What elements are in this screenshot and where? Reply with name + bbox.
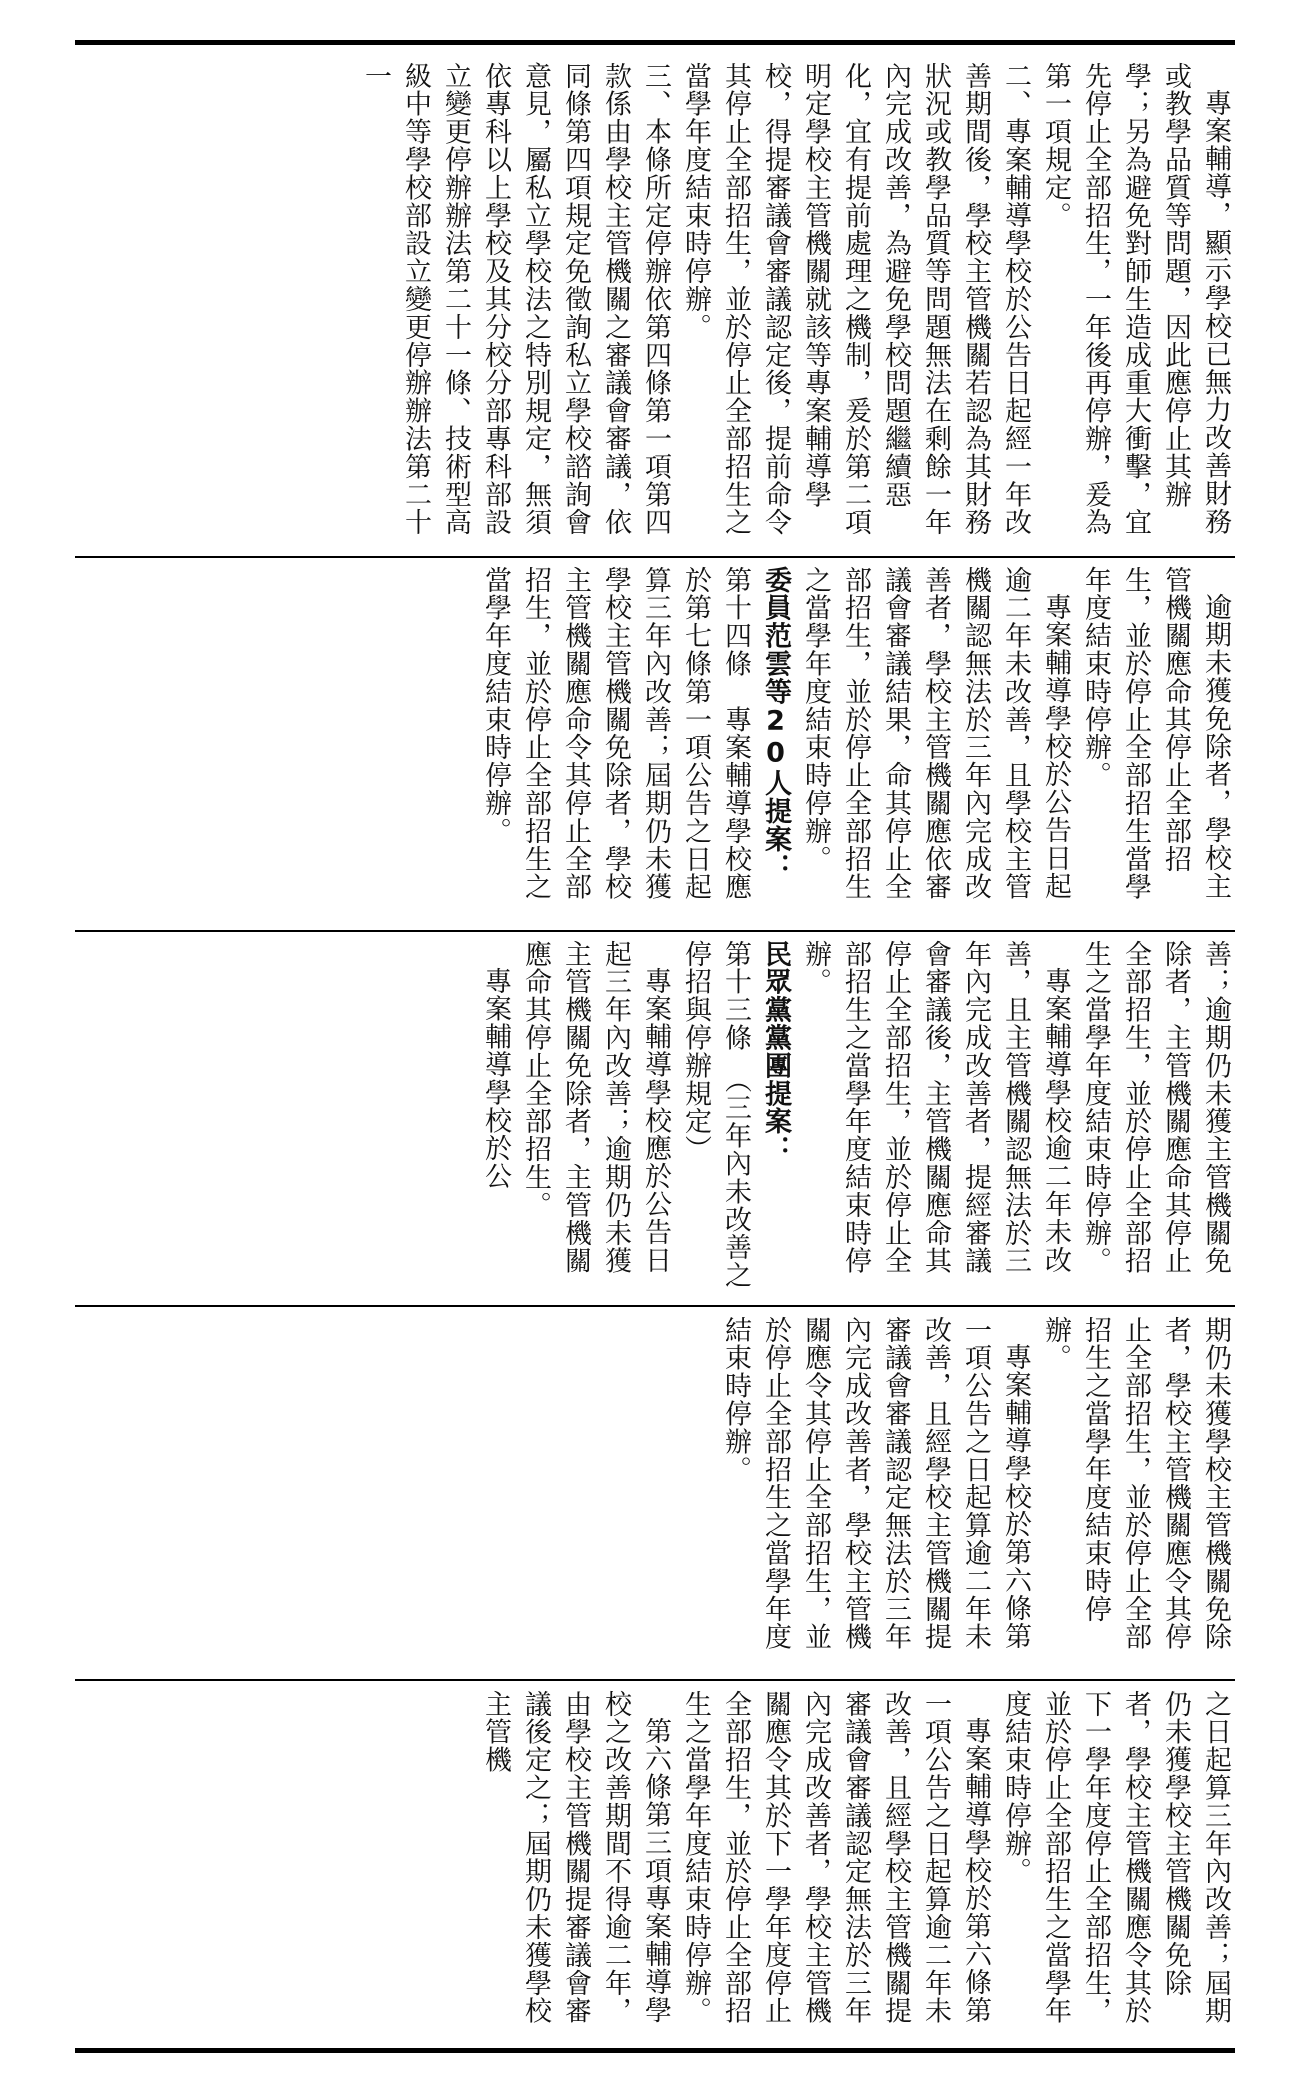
column-1-text — [355, 62, 1235, 546]
paragraph: 期仍未獲學校主管機關免除者，學校主管機關應令其停止全部招生，並於停止全部招生之當學年度結束時停辦。 — [1040, 1316, 1231, 1651]
text-column-2 — [75, 566, 1235, 922]
column-divider-4 — [75, 1679, 1235, 1681]
text-column-1 — [75, 62, 1235, 546]
paragraph: 專案輔導學校於公告日起逾二年未改善，且學校主管機關認無法於三年內完成改善者，學校主管機關應依審議會審議結果，命其停止全部招生，並於停止全部招生之當學年度結束時停辦。 — [800, 566, 1071, 901]
text-column-3 — [75, 940, 1235, 1296]
paragraph: 專案輔導學校於第六條第一項公告之日起算逾二年未改善，且經學校主管機關提審議會審議認定無法於三年內完成改善者，學校主管機關應令其於下一學年度停止全部招生，並於停止全部招生之當學年度結束時停辦。 — [680, 1690, 991, 2025]
text-column-4 — [75, 1316, 1235, 1672]
column-divider-3 — [75, 1305, 1235, 1307]
paragraph: 三、本條所定停辦依第四條第一項第四款係由學校主管機關之審議會審議，依同條第四項規定免徵詢私立學校諮詢會意見，屬私立學校法之特別規定，無須依專科以上學校及其分校分部專科部設立變更停辦辦法第二十一條、技術型高級中等學校部設立變更停辦辦法第二十一 — [360, 62, 671, 537]
top-rule — [75, 40, 1235, 45]
text-column-5 — [75, 1690, 1235, 2040]
column-divider-1 — [75, 556, 1235, 558]
column-4-text — [715, 1316, 1235, 1672]
column-5-text — [475, 1690, 1235, 2040]
bottom-rule — [75, 2048, 1235, 2053]
proposal-heading: 委員范雲等20人提案： — [760, 566, 791, 881]
paragraph: 二、專案輔導學校於公告日起經一年改善期間後，學校主管機關若認為其財務狀況或教學品質等問題無法在剩餘一年內完成改善，為避免學校問題繼續惡化，宜有提前處理之機制，爰於第二項明定學校主管機關就該等專案輔導學校，得提審議會審議認定後，提前命令其停止全部招生，並於停止全部招生之當學年度結束時停辦。 — [680, 62, 1031, 537]
column-divider-2 — [75, 930, 1235, 932]
proposal-heading: 民眾黨黨團提案： — [760, 940, 791, 1164]
paragraph: 逾期未獲免除者，學校主管機關應命其停止全部招生，並於停止全部招生當學年度結束時停辦。 — [1080, 566, 1231, 901]
paragraph: 專案輔導學校於公 — [480, 967, 511, 1191]
paragraph: 專案輔導，顯示學校已無力改善財務或教學品質等問題，因此應停止其辦學；另為避免對師生造成重大衝擊，宜先停止全部招生，一年後再停辦，爰為第一項規定。 — [1040, 62, 1231, 537]
paragraph: 第十四條 專案輔導學校應於第七條第一項公告之日起算三年內改善；屆期仍未獲學校主管機關免除者，學校主管機關應命令其停止全部招生，並於停止全部招生之當學年度結束時停辦。 — [480, 566, 751, 901]
paragraph: 第十三條 （三年內未改善之停招與停辦規定） — [680, 940, 751, 1290]
paragraph: 專案輔導學校於第六條第一項公告之日起算逾二年未改善，且經學校主管機關提審議會審議認定無法於三年內完成改善者，學校主管機關應令其停止全部招生，並於停止全部招生之當學年度結束時停辦。 — [720, 1316, 1031, 1651]
column-3-text — [475, 940, 1235, 1296]
column-2-text — [475, 566, 1235, 922]
paragraph: 專案輔導學校逾二年未改善，且主管機關認無法於三年內完成改善者，提經審議會審議後，主管機關應命其停止全部招生，並於停止全部招生之當學年度結束時停辦。 — [800, 940, 1071, 1275]
paragraph: 專案輔導學校應於公告日起三年內改善；逾期仍未獲主管機關免除者，主管機關應命其停止全部招生。 — [520, 940, 671, 1275]
paragraph: 之日起算三年內改善；屆期仍未獲學校主管機關免除者，學校主管機關應令其於下一學年度停止全部招生，並於停止全部招生之當學年度結束時停辦。 — [1000, 1690, 1231, 2025]
paragraph: 善；逾期仍未獲主管機關免除者，主管機關應命其停止全部招生，並於停止全部招生之當學年度結束時停辦。 — [1080, 940, 1231, 1275]
paragraph: 第六條第三項專案輔導學校之改善期間不得逾二年，由學校主管機關提審議會審議後定之；屆期仍未獲學校主管機 — [480, 1690, 671, 2025]
